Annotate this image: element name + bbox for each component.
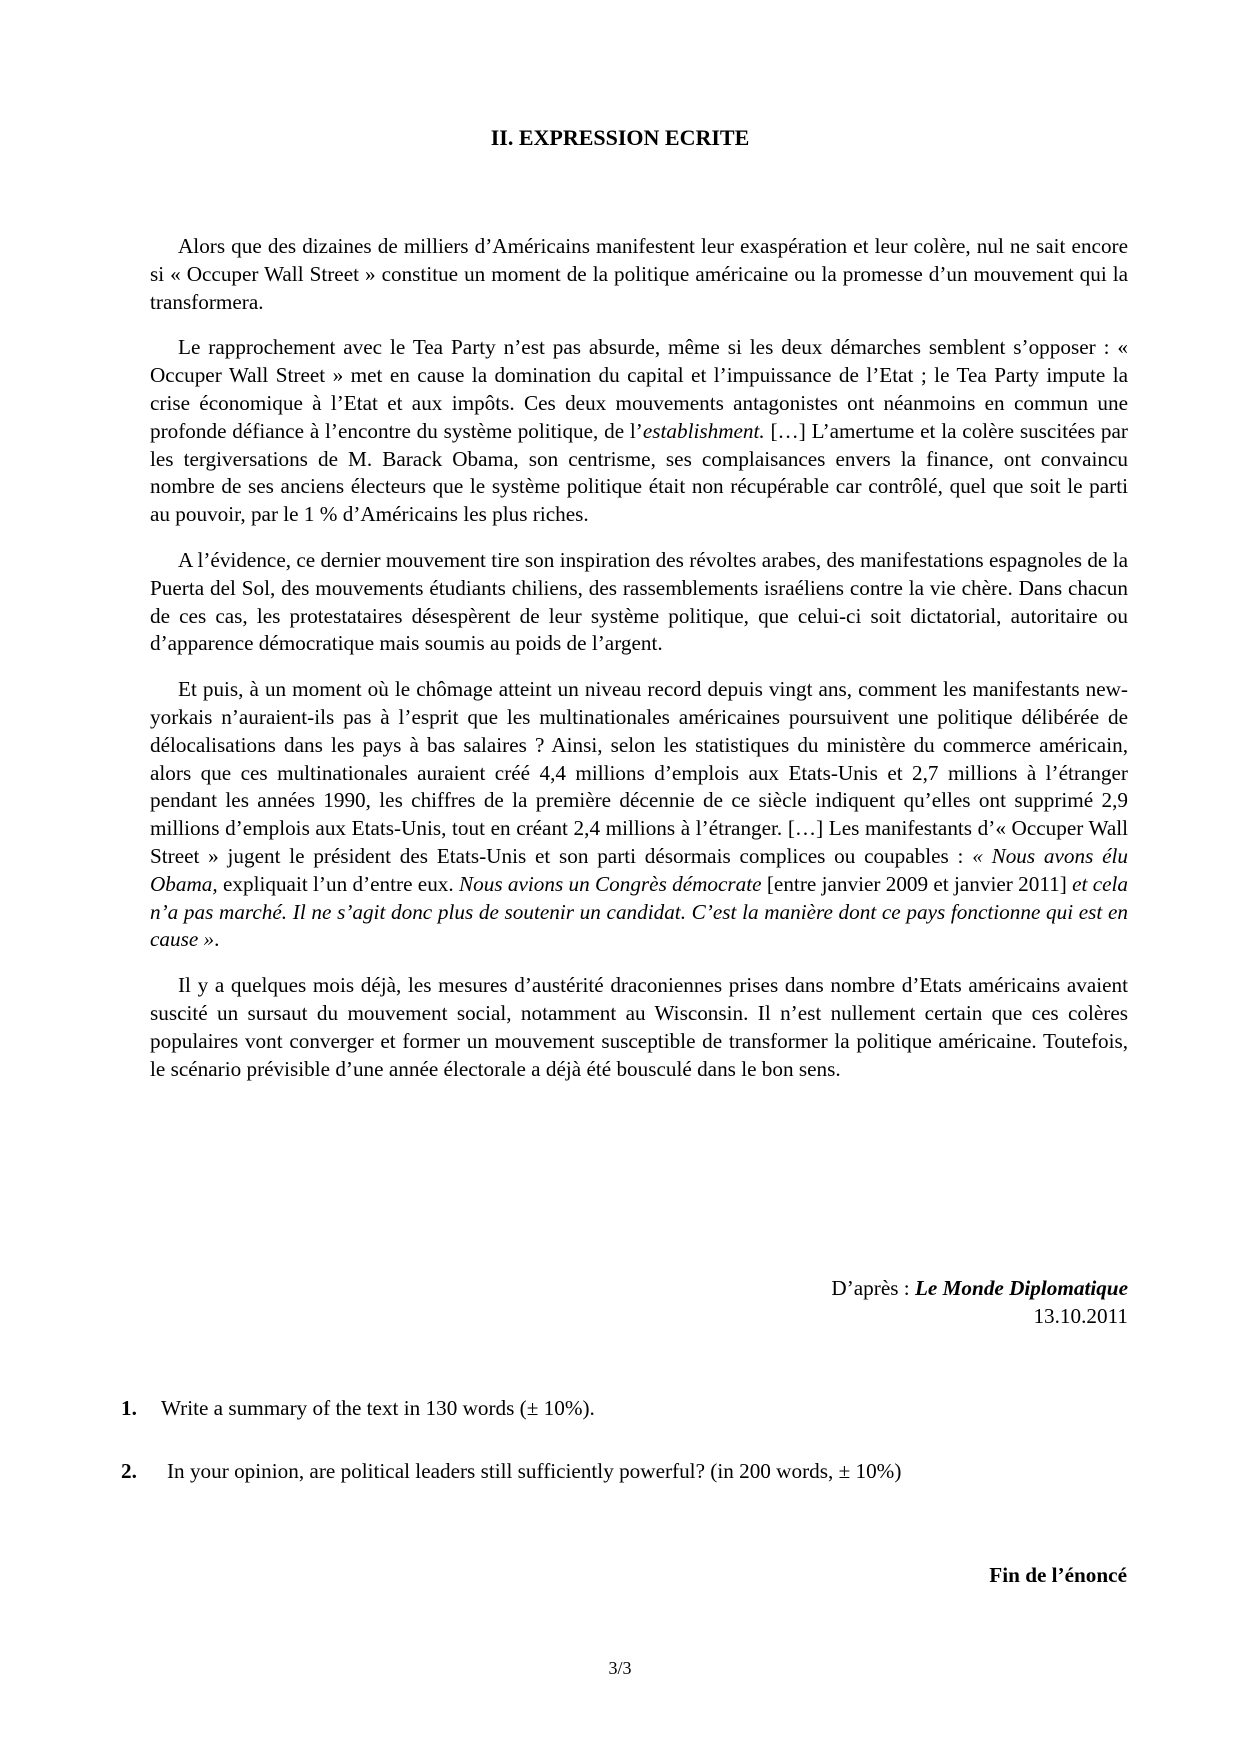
text-segment: Le rapprochement avec le Tea Party n’est pas absurde, même si les deux démarches semblent s’opposer : « Occuper Wall Street » met en cause la domination du capital et l’impuissance de l’Etat ; le Tea Party impute la crise économique à l’Etat et aux impôts. Ces deux mouvements antagonistes ont néanmoins en commun une profonde défiance à l’encontre du système politique, de l’ [150,335,1128,443]
text-segment: A l’évidence, ce dernier mouvement tire son inspiration des révoltes arabes, des manifestations espagnoles de la Puerta del Sol, des mouvements étudiants chiliens, des rassemblements israéliens contre la vie chère. Dans chacun de ces cas, les protestataires désespèrent de leur système politique, que celui-ci soit dictatorial, autoritaire ou d’apparence démocratique mais soumis au poids de l’argent. [150,547,1128,656]
article-paragraph [150,547,1128,658]
article-paragraph [150,676,1128,954]
italic-segment: establishment. [642,418,765,443]
section-title: II. EXPRESSION ECRITE [490,125,750,150]
text-segment: Alors que des dizaines de milliers d’Américains manifestent leur exaspération et leur colère, nul ne sait encore si « Occuper Wall Street » constitue un moment de la politique américaine ou la promesse d’un mouvement qui la transformera. [150,234,1128,314]
text-segment: [entre janvier 2009 et janvier 2011] [761,871,1073,896]
italic-segment: Nous avions un Congrès démocrate [459,871,762,896]
italic-segment: et cela n’a pas marché. Il ne s’agit donc plus de soutenir un candidat. C’est la manière dont ce pays fonctionne qui est en cause » [150,871,1129,952]
text-segment: Il y a quelques mois déjà, les mesures d’austérité draconiennes prises dans nombre d’Etats américains avaient suscité un sursaut du mouvement social, notamment au Wisconsin. Il n’est nullement certain que ces colères populaires vont converger et former un mouvement susceptible de transformer la politique américaine. Toutefois, le scénario prévisible d’une année électorale a déjà été bousculé dans le bon sens. [150,973,1128,1081]
question-number: 2. [121,1459,137,1483]
question-2 [121,1457,1121,1485]
article-paragraph [150,334,1128,529]
article-paragraph [150,233,1128,316]
source-prefix: D’après : [831,1276,915,1300]
source-date: 13.10.2011 [1033,1303,1128,1328]
question-number: 1. [121,1396,137,1420]
text-segment: expliquait l’un d’entre eux. [217,871,459,896]
text-segment: Et puis, à un moment où le chômage atteint un niveau record depuis vingt ans, comment les manifestants new-yorkais n’auraient-ils pas à l’esprit que les multinationales américaines poursuivent une politique délibérée de délocalisations dans les pays à bas salaires ? Ainsi, selon les statistiques du ministère du commerce américain, alors que ces multinationales auraient créé 4,4 millions d’emplois aux Etats-Unis et 2,7 millions à l’étranger pendant les années 1990, les chiffres de la première décennie de ce siècle indiquent qu’elles ont supprimé 2,9 millions d’emplois aux Etats-Unis, tout en créant 2,4 millions à l’étranger. […] Les manifestants d’« Occuper Wall Street » jugent le président des Etats-Unis et son parti désormais complices ou coupables : [150,677,1128,868]
question-1 [121,1394,1121,1422]
article-text [150,233,1128,1101]
text-segment: […] L’amertume et la colère suscitées par les tergiversations de M. Barack Obama, son centrisme, ses complaisances envers la finance, ont convaincu nombre de ses anciens électeurs que le système politique était non récupérable car contrôlé, quel que soit le parti au pouvoir, par le 1 % d’Américains les plus riches. [150,418,1128,527]
question-text: Write a summary of the text in 130 words (± 10%). [161,1396,595,1420]
question-text: In your opinion, are political leaders still sufficiently powerful? (in 200 words, ± 10%) [167,1459,902,1483]
article-paragraph [150,972,1128,1083]
source-publication: Le Monde Diplomatique [914,1276,1128,1300]
italic-segment: « Nous avons élu Obama, [150,843,1128,896]
end-note: Fin de l’énoncé [989,1563,1127,1587]
page-number: 3/3 [608,1658,632,1678]
source-citation [150,1275,1128,1331]
text-segment: . [214,927,220,952]
